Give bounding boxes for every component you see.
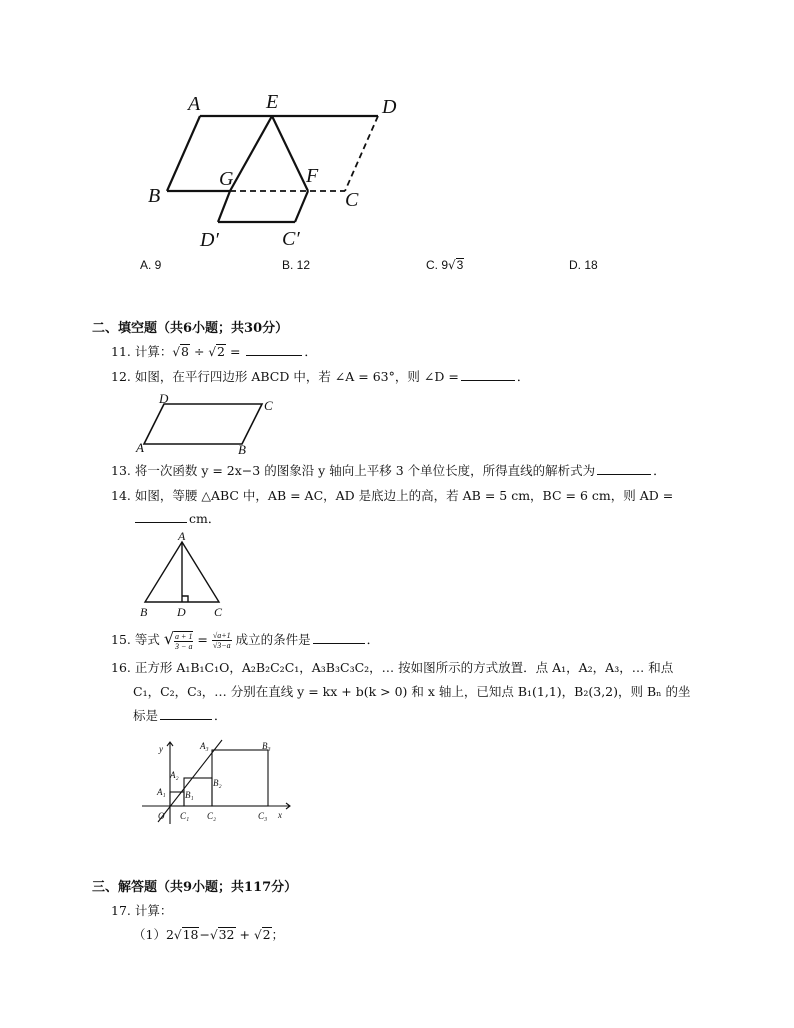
- parallelogram-abcd-figure: [134, 392, 284, 456]
- question-17: 17. 计算：: [111, 903, 173, 918]
- answer-blank-14[interactable]: [135, 510, 187, 523]
- question-15: 15. 等式 √ $\frac{a + 1}{3 - a}$ = $\frac{√a+1}{√3-a}$ 成立的条件是 ．: [111, 629, 380, 651]
- svg-text:C₁: C₁: [180, 811, 190, 821]
- question-13: 13. 将一次函数 y = 2x−3 的图象沿 y 轴向上平移 3 个单位长度，所得直线的解析式为 ．: [111, 463, 666, 478]
- answer-blank-13[interactable]: [597, 462, 651, 475]
- label-D: D: [177, 605, 186, 619]
- svg-text:B₃: B₃: [262, 741, 271, 751]
- label-B: B: [238, 442, 246, 457]
- option-b[interactable]: B. 12: [282, 258, 311, 272]
- question-16-line1: 16. 正方形 A₁B₁C₁O，A₂B₂C₂C₁，A₃B₃C₃C₂，… 按如图所示的方式放置．点 A₁，A₂，A₃，… 和点: [111, 660, 674, 675]
- label-C: C: [214, 605, 223, 619]
- question-11: 11. 计算：√8 ÷ √2 = ．: [111, 344, 317, 359]
- answer-blank-12[interactable]: [461, 368, 515, 381]
- svg-text:B₂: B₂: [213, 778, 222, 788]
- question-14-line1: 14. 如图，等腰 △ABC 中，AB = AC，AD 是底边上的高，若 AB = 5 cm，BC = 6 cm，则 AD =: [111, 488, 674, 503]
- option-c[interactable]: C. 9√3: [426, 258, 464, 272]
- svg-text:x: x: [278, 810, 282, 820]
- parallelogram-fold-figure: [140, 88, 420, 258]
- label-B: B: [148, 185, 161, 207]
- label-D: D: [382, 96, 397, 118]
- label-A: A: [178, 529, 186, 543]
- option-a[interactable]: A. 9: [140, 258, 162, 272]
- label-E: E: [266, 91, 279, 113]
- label-C-prime: C′: [282, 228, 300, 250]
- svg-text:C₂: C₂: [207, 811, 217, 821]
- svg-text:A₂: A₂: [170, 770, 179, 780]
- option-d[interactable]: D. 18: [569, 258, 598, 272]
- label-A: A: [136, 440, 144, 455]
- svg-text:A₁: A₁: [157, 787, 166, 797]
- label-B: B: [140, 605, 148, 619]
- label-G: G: [219, 168, 234, 190]
- answer-blank-15[interactable]: [313, 631, 365, 644]
- svg-text:C₃: C₃: [258, 811, 268, 821]
- isosceles-triangle-figure: [138, 530, 234, 620]
- question-14-line2: cm．: [133, 510, 220, 528]
- question-12: 12. 如图，在平行四边形 ABCD 中，若 ∠A = 63°，则 ∠D = ．: [111, 369, 530, 384]
- answer-blank-16[interactable]: [160, 707, 212, 720]
- label-D: D: [159, 391, 169, 406]
- svg-text:O: O: [158, 811, 165, 821]
- section-title-answer: 三、解答题（共9小题；共117分）: [92, 880, 298, 895]
- answer-blank-11[interactable]: [246, 343, 302, 356]
- svg-text:B₁: B₁: [185, 790, 194, 800]
- squares-on-line-figure: [140, 738, 300, 826]
- label-D-prime: D′: [200, 229, 219, 251]
- label-C: C: [264, 398, 273, 413]
- question-16-line2: C₁，C₂，C₃，… 分别在直线 y = kx + b(k > 0) 和 x 轴上，已知点 B₁(1,1)，B₂(3,2)，则 Bₙ 的坐: [133, 684, 691, 699]
- question-17-part1: （1）2√18−√32 + √2；: [133, 927, 285, 942]
- label-F: F: [306, 165, 319, 187]
- label-A: A: [188, 93, 201, 115]
- svg-text:A₃: A₃: [200, 741, 209, 751]
- label-C: C: [345, 189, 359, 211]
- section-title-fill-in: 二、填空题（共6小题；共30分）: [92, 321, 289, 336]
- question-16-line3: 标是 ．: [133, 708, 227, 723]
- svg-text:y: y: [159, 744, 163, 754]
